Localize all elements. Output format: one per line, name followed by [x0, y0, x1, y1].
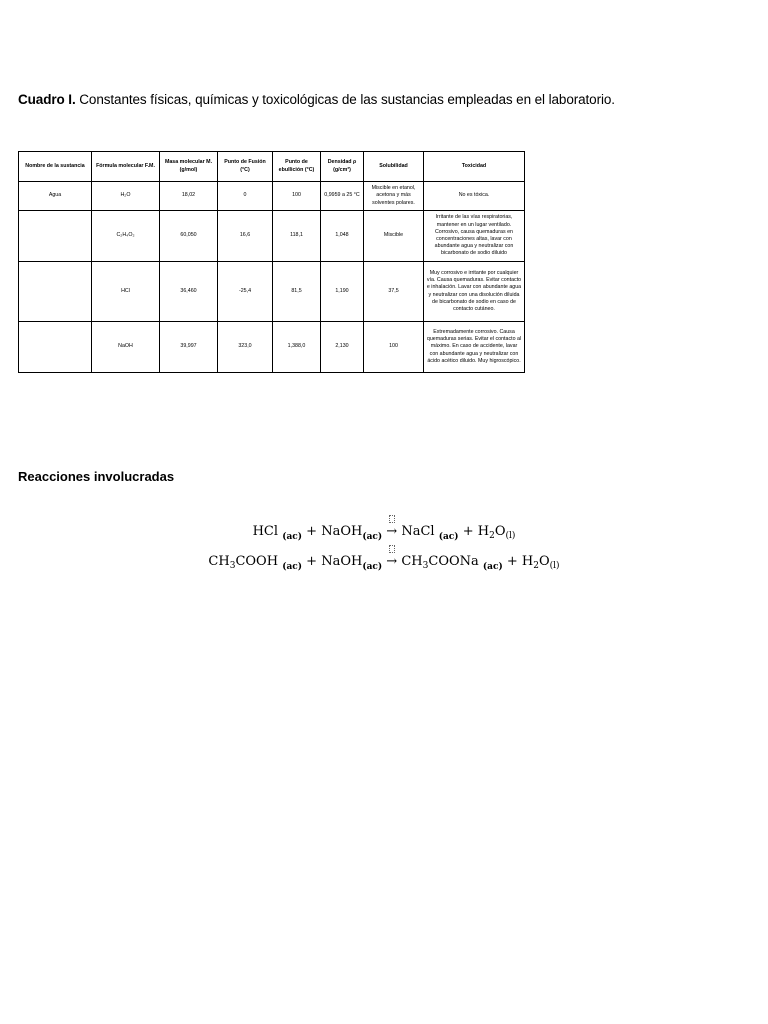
cell-name: [19, 322, 92, 373]
caption-label: Cuadro I.: [18, 92, 76, 107]
cell-fusion: 0: [218, 182, 273, 211]
eq1-product-2-o: O: [494, 524, 506, 539]
eq2-plus: +: [306, 554, 318, 569]
eq2-state: (ac): [362, 562, 383, 572]
table-row: [19, 182, 525, 211]
cell-boiling: 1,388,0: [273, 322, 321, 373]
cell-formula: HCl: [92, 262, 160, 322]
eq1-arrow: [386, 524, 397, 539]
cell-boiling: 81,5: [273, 262, 321, 322]
eq1-plus: +: [306, 524, 318, 539]
cell-toxicity: Extremadamente corrosivo. Causa quemaduras serias. Evitar el contacto al máximo. En caso de accidente, lavar con abundante agua y neutralizar con ácido acético diluido. Muy higroscópico.: [424, 322, 525, 373]
cell-formula: H₂O: [92, 182, 160, 211]
caption-text: Constantes físicas, químicas y toxicológicas de las sustancias empleadas en el laboratorio.: [79, 92, 615, 107]
cell-density: 2,130: [321, 322, 364, 373]
eq2-product-1-coona: COONa: [428, 554, 479, 569]
reactions-title: Reacciones involucradas: [18, 469, 175, 484]
header-solubility: Solubilidad: [364, 152, 424, 182]
eq2-subscript: 2: [533, 561, 539, 571]
header-fusion: Punto de Fusión (°C): [218, 152, 273, 182]
table-row: [19, 322, 525, 373]
cell-formula: NaOH: [92, 322, 160, 373]
header-mass: Masa molecular M. (g/mol): [160, 152, 218, 182]
table-caption: [18, 92, 615, 107]
cell-mass: 18,02: [160, 182, 218, 211]
eq2-subscript: 3: [422, 561, 429, 571]
header-density: Densidad ρ (g/cm³): [321, 152, 364, 182]
cell-mass: 39,997: [160, 322, 218, 373]
eq2-reactant-2: NaOH: [321, 554, 363, 569]
eq2-subscript: 3: [229, 561, 236, 571]
cell-mass: 36,460: [160, 262, 218, 322]
cell-boiling: 118,1: [273, 211, 321, 262]
eq2-arrow: [386, 554, 397, 569]
cell-density: 1,048: [321, 211, 364, 262]
cell-formula: C₂H₄O₂: [92, 211, 160, 262]
cell-boiling: 100: [273, 182, 321, 211]
eq2-state: (ac): [482, 562, 503, 572]
table-row: [19, 262, 525, 322]
cell-solubility: Miscible: [364, 211, 424, 262]
eq2-product-2-o: O: [539, 554, 550, 569]
cell-fusion: -25,4: [218, 262, 273, 322]
eq1-product-2: H: [477, 524, 490, 539]
eq2-arrow-glyph: →: [386, 554, 398, 569]
cell-toxicity: Muy corrosivo e irritante por cualquier vía. Causa quemaduras. Evitar contacto e inhalación. Lavar con abundante agua y neutralizar con una disolución diluida de bicarbonato de sodio en caso de contacto cutáneo.: [424, 262, 525, 322]
eq1-arrow-glyph: →: [386, 524, 398, 539]
eq2-reactant-1: CH: [208, 554, 230, 569]
placeholder-box-icon: [389, 515, 395, 523]
reaction-equation-2: [0, 554, 768, 572]
reaction-equation-1: [0, 524, 768, 542]
eq2-product-1: CH: [401, 554, 423, 569]
cell-fusion: 323,0: [218, 322, 273, 373]
eq1-product-1: NaCl: [401, 524, 435, 539]
cell-toxicity: Irritante de las vías respiratorias, mantener en un lugar ventilado. Corrosivo, causa quemaduras en concentraciones altas, lavar con abundante agua y neutralizar con bicarbonato de sodio diluido: [424, 211, 525, 262]
header-formula: Fórmula molecular F.M.: [92, 152, 160, 182]
eq1-state: (ac): [438, 532, 459, 542]
cell-solubility: 37,5: [364, 262, 424, 322]
cell-density: 0,9959 a 25 °C: [321, 182, 364, 211]
eq1-reactant-1: HCl: [252, 524, 279, 539]
header-boiling: Punto de ebullición (°C): [273, 152, 321, 182]
eq1-state: (l): [505, 531, 516, 541]
eq2-product-2: H: [521, 554, 534, 569]
cell-name: Agua: [19, 182, 92, 211]
cell-density: 1,190: [321, 262, 364, 322]
cell-name: [19, 262, 92, 322]
eq1-plus: +: [462, 524, 474, 539]
cell-name: [19, 211, 92, 262]
eq2-state: (ac): [282, 562, 303, 572]
eq1-state: (ac): [282, 532, 303, 542]
eq2-state: (l): [549, 561, 560, 571]
cell-solubility: 100: [364, 322, 424, 373]
eq1-state: (ac): [362, 532, 383, 542]
eq1-subscript: 2: [489, 531, 495, 541]
cell-toxicity: No es tóxica.: [424, 182, 525, 211]
substances-table: [18, 151, 525, 373]
eq1-reactant-2: NaOH: [321, 524, 363, 539]
eq2-plus: +: [506, 554, 518, 569]
header-toxicity: Toxicidad: [424, 152, 525, 182]
cell-solubility: Miscible en etanol, acetona y más solventes polares.: [364, 182, 424, 211]
table-header-row: [19, 152, 525, 182]
table-row: [19, 211, 525, 262]
cell-fusion: 16,6: [218, 211, 273, 262]
cell-mass: 60,050: [160, 211, 218, 262]
header-name: Nombre de la sustancia: [19, 152, 92, 182]
placeholder-box-icon: [389, 545, 395, 553]
eq2-reactant-1-cooh: COOH: [235, 554, 279, 569]
